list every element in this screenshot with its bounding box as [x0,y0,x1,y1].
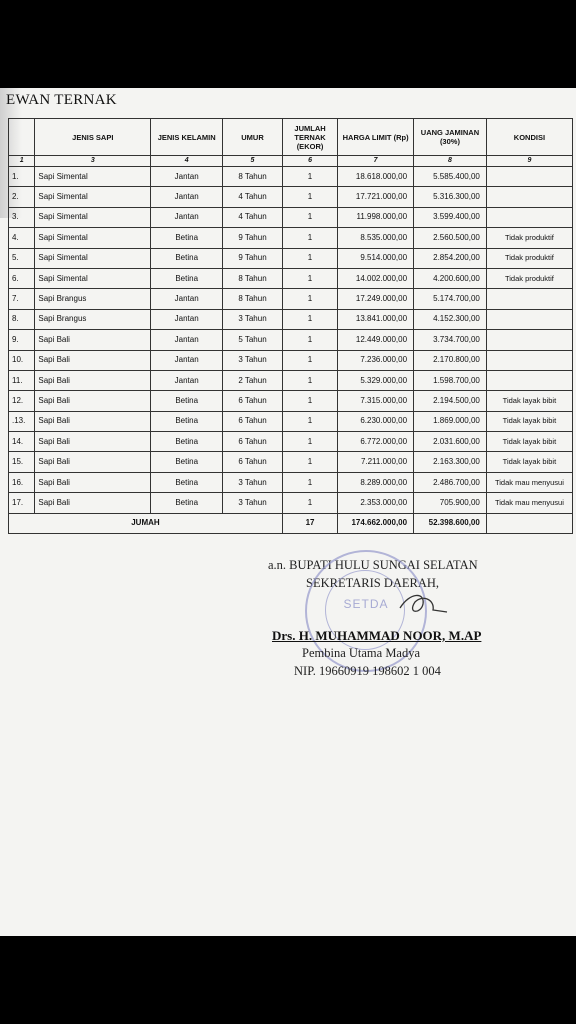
table-row [9,472,573,492]
cell-uang-jaminan: 705.900,00 [414,493,487,513]
cell-umur: 4 Tahun [223,207,283,227]
document-page [0,88,576,936]
cell-kondisi: Tidak layak bibit [486,411,572,431]
header-jenis-kelamin: JENIS KELAMIN [151,119,223,156]
cell-harga-limit: 7.315.000,00 [338,391,414,411]
signatory-name: Drs. H. MUHAMMAD NOOR, M.AP [272,628,482,643]
cell-uang-jaminan: 5.174.700,00 [414,289,487,309]
cell-jenis-kelamin: Jantan [151,370,223,390]
cell-jenis-sapi: Sapi Bali [35,370,151,390]
cell-jumlah: 1 [282,268,337,288]
signatory-rank: Pembina Utama Madya [302,646,421,660]
cell-kondisi [486,289,572,309]
cell-umur: 6 Tahun [223,411,283,431]
total-label: JUMAH [9,513,283,533]
cell-uang-jaminan: 4.152.300,00 [414,309,487,329]
table-row [9,370,573,390]
cell-uang-jaminan: 2.560.500,00 [414,228,487,248]
cell-uang-jaminan: 2.486.700,00 [414,472,487,492]
stamp-text: SETDA [343,597,389,611]
cell-jumlah: 1 [282,350,337,370]
cell-no: 4. [9,228,35,248]
cell-uang-jaminan: 2.854.200,00 [414,248,487,268]
header-umur: UMUR [223,119,283,156]
cell-no: 3. [9,207,35,227]
table-row [9,289,573,309]
cell-harga-limit: 13.841.000,00 [338,309,414,329]
cell-uang-jaminan: 3.734.700,00 [414,330,487,350]
table-row [9,432,573,452]
cell-harga-limit: 8.535.000,00 [338,228,414,248]
cell-kondisi [486,167,572,187]
cell-jenis-sapi: Sapi Brangus [35,309,151,329]
column-number: 7 [338,156,414,167]
cell-jenis-kelamin: Betina [151,452,223,472]
table-row [9,452,573,472]
cell-kondisi: Tidak mau menyusui [486,493,572,513]
cell-jenis-sapi: Sapi Bali [35,391,151,411]
cell-jenis-kelamin: Betina [151,391,223,411]
cell-uang-jaminan: 4.200.600,00 [414,268,487,288]
cell-harga-limit: 2.353.000,00 [338,493,414,513]
cell-kondisi [486,207,572,227]
cell-jenis-kelamin: Betina [151,493,223,513]
table-row [9,187,573,207]
cell-jenis-kelamin: Jantan [151,350,223,370]
table-row [9,228,573,248]
cell-jenis-sapi: Sapi Bali [35,330,151,350]
cell-jumlah: 1 [282,370,337,390]
total-jaminan: 52.398.600,00 [414,513,487,533]
cell-uang-jaminan: 1.598.700,00 [414,370,487,390]
cell-jumlah: 1 [282,207,337,227]
cell-jenis-sapi: Sapi Simental [35,248,151,268]
cell-jenis-sapi: Sapi Bali [35,432,151,452]
cell-umur: 6 Tahun [223,432,283,452]
livestock-table [8,118,573,534]
cell-jenis-sapi: Sapi Simental [35,207,151,227]
cell-umur: 4 Tahun [223,187,283,207]
cell-jumlah: 1 [282,452,337,472]
table-body [9,167,573,514]
cell-jumlah: 1 [282,248,337,268]
cell-jumlah: 1 [282,330,337,350]
cell-jenis-sapi: Sapi Simental [35,228,151,248]
cell-jenis-sapi: Sapi Bali [35,452,151,472]
cell-kondisi: Tidak layak bibit [486,432,572,452]
cell-harga-limit: 6.230.000,00 [338,411,414,431]
cell-umur: 9 Tahun [223,228,283,248]
cell-uang-jaminan: 2.163.300,00 [414,452,487,472]
cell-jenis-sapi: Sapi Simental [35,268,151,288]
cell-jenis-sapi: Sapi Bali [35,411,151,431]
total-kondisi-empty [486,513,572,533]
cell-kondisi [486,187,572,207]
total-jumlah: 17 [282,513,337,533]
cell-kondisi [486,330,572,350]
cell-kondisi: Tidak layak bibit [486,391,572,411]
cell-jenis-kelamin: Jantan [151,289,223,309]
column-number: 4 [151,156,223,167]
cell-jumlah: 1 [282,309,337,329]
cell-no: 10. [9,350,35,370]
table-row [9,268,573,288]
cell-jenis-kelamin: Jantan [151,187,223,207]
cell-umur: 2 Tahun [223,370,283,390]
cell-no: 1. [9,167,35,187]
signature-scribble [395,590,455,620]
cell-umur: 5 Tahun [223,330,283,350]
cell-jenis-kelamin: Betina [151,411,223,431]
cell-no: 9. [9,330,35,350]
signature-line-2: SEKRETARIS DAERAH, [306,576,440,590]
total-harga: 174.662.000,00 [338,513,414,533]
cell-umur: 3 Tahun [223,493,283,513]
cell-no: .13. [9,411,35,431]
cell-harga-limit: 12.449.000,00 [338,330,414,350]
cell-no: 7. [9,289,35,309]
cell-uang-jaminan: 5.585.400,00 [414,167,487,187]
column-number: 9 [486,156,572,167]
cell-kondisi: Tidak produktif [486,268,572,288]
cell-uang-jaminan: 5.316.300,00 [414,187,487,207]
cell-harga-limit: 11.998.000,00 [338,207,414,227]
table-header-row [9,119,573,156]
cell-no: 5. [9,248,35,268]
cell-kondisi [486,370,572,390]
header-jenis-sapi: JENIS SAPI [35,119,151,156]
cell-harga-limit: 8.289.000,00 [338,472,414,492]
column-number-row [9,156,573,167]
cell-uang-jaminan: 2.194.500,00 [414,391,487,411]
cell-no: 14. [9,432,35,452]
table-row [9,207,573,227]
cell-jumlah: 1 [282,411,337,431]
signature-line-1: a.n. BUPATI HULU SUNGAI SELATAN [268,558,478,572]
cell-no: 2. [9,187,35,207]
table-row [9,493,573,513]
cell-no: 12. [9,391,35,411]
cell-umur: 3 Tahun [223,309,283,329]
cell-umur: 3 Tahun [223,472,283,492]
cell-kondisi: Tidak mau menyusui [486,472,572,492]
cell-harga-limit: 7.236.000,00 [338,350,414,370]
table-row [9,391,573,411]
cell-jenis-kelamin: Betina [151,432,223,452]
cell-kondisi [486,350,572,370]
table-row [9,167,573,187]
cell-uang-jaminan: 1.869.000,00 [414,411,487,431]
column-number: 1 [9,156,35,167]
header-no [9,119,35,156]
cell-harga-limit: 5.329.000,00 [338,370,414,390]
cell-umur: 8 Tahun [223,167,283,187]
header-jumlah-ternak: JUMLAH TERNAK (EKOR) [282,119,337,156]
cell-jumlah: 1 [282,472,337,492]
table-row [9,350,573,370]
cell-jenis-kelamin: Betina [151,248,223,268]
cell-jenis-kelamin: Jantan [151,330,223,350]
cell-jumlah: 1 [282,187,337,207]
cell-no: 16. [9,472,35,492]
cell-no: 8. [9,309,35,329]
cell-harga-limit: 18.618.000,00 [338,167,414,187]
section-title: EWAN TERNAK [6,92,117,108]
cell-no: 17. [9,493,35,513]
total-row [9,513,573,533]
cell-no: 11. [9,370,35,390]
cell-uang-jaminan: 2.031.600,00 [414,432,487,452]
cell-jenis-kelamin: Jantan [151,207,223,227]
cell-jenis-sapi: Sapi Bali [35,472,151,492]
cell-jenis-sapi: Sapi Bali [35,493,151,513]
cell-jenis-kelamin: Jantan [151,309,223,329]
cell-jumlah: 1 [282,167,337,187]
column-number: 5 [223,156,283,167]
table-row [9,248,573,268]
column-number: 6 [282,156,337,167]
cell-umur: 6 Tahun [223,391,283,411]
header-harga-limit: HARGA LIMIT (Rp) [338,119,414,156]
cell-harga-limit: 6.772.000,00 [338,432,414,452]
cell-umur: 9 Tahun [223,248,283,268]
cell-jenis-kelamin: Betina [151,228,223,248]
table-row [9,309,573,329]
signatory-nip: NIP. 19660919 198602 1 004 [294,664,441,678]
cell-jumlah: 1 [282,493,337,513]
cell-jenis-sapi: Sapi Brangus [35,289,151,309]
cell-kondisi: Tidak produktif [486,228,572,248]
cell-jenis-kelamin: Betina [151,472,223,492]
header-uang-jaminan: UANG JAMINAN (30%) [414,119,487,156]
cell-harga-limit: 7.211.000,00 [338,452,414,472]
cell-jumlah: 1 [282,432,337,452]
cell-uang-jaminan: 2.170.800,00 [414,350,487,370]
cell-harga-limit: 17.249.000,00 [338,289,414,309]
cell-jumlah: 1 [282,391,337,411]
table-row [9,330,573,350]
cell-jumlah: 1 [282,228,337,248]
cell-harga-limit: 9.514.000,00 [338,248,414,268]
cell-no: 6. [9,268,35,288]
cell-jenis-kelamin: Jantan [151,167,223,187]
cell-kondisi [486,309,572,329]
cell-umur: 8 Tahun [223,268,283,288]
cell-umur: 6 Tahun [223,452,283,472]
cell-umur: 3 Tahun [223,350,283,370]
table-row [9,411,573,431]
column-number: 8 [414,156,487,167]
cell-jenis-sapi: Sapi Simental [35,187,151,207]
cell-jenis-kelamin: Betina [151,268,223,288]
cell-jenis-sapi: Sapi Bali [35,350,151,370]
cell-no: 15. [9,452,35,472]
cell-harga-limit: 14.002.000,00 [338,268,414,288]
cell-kondisi: Tidak layak bibit [486,452,572,472]
cell-kondisi: Tidak produktif [486,248,572,268]
cell-harga-limit: 17.721.000,00 [338,187,414,207]
cell-uang-jaminan: 3.599.400,00 [414,207,487,227]
cell-jenis-sapi: Sapi Simental [35,167,151,187]
cell-jumlah: 1 [282,289,337,309]
column-number: 3 [35,156,151,167]
header-kondisi: KONDISI [486,119,572,156]
cell-umur: 8 Tahun [223,289,283,309]
